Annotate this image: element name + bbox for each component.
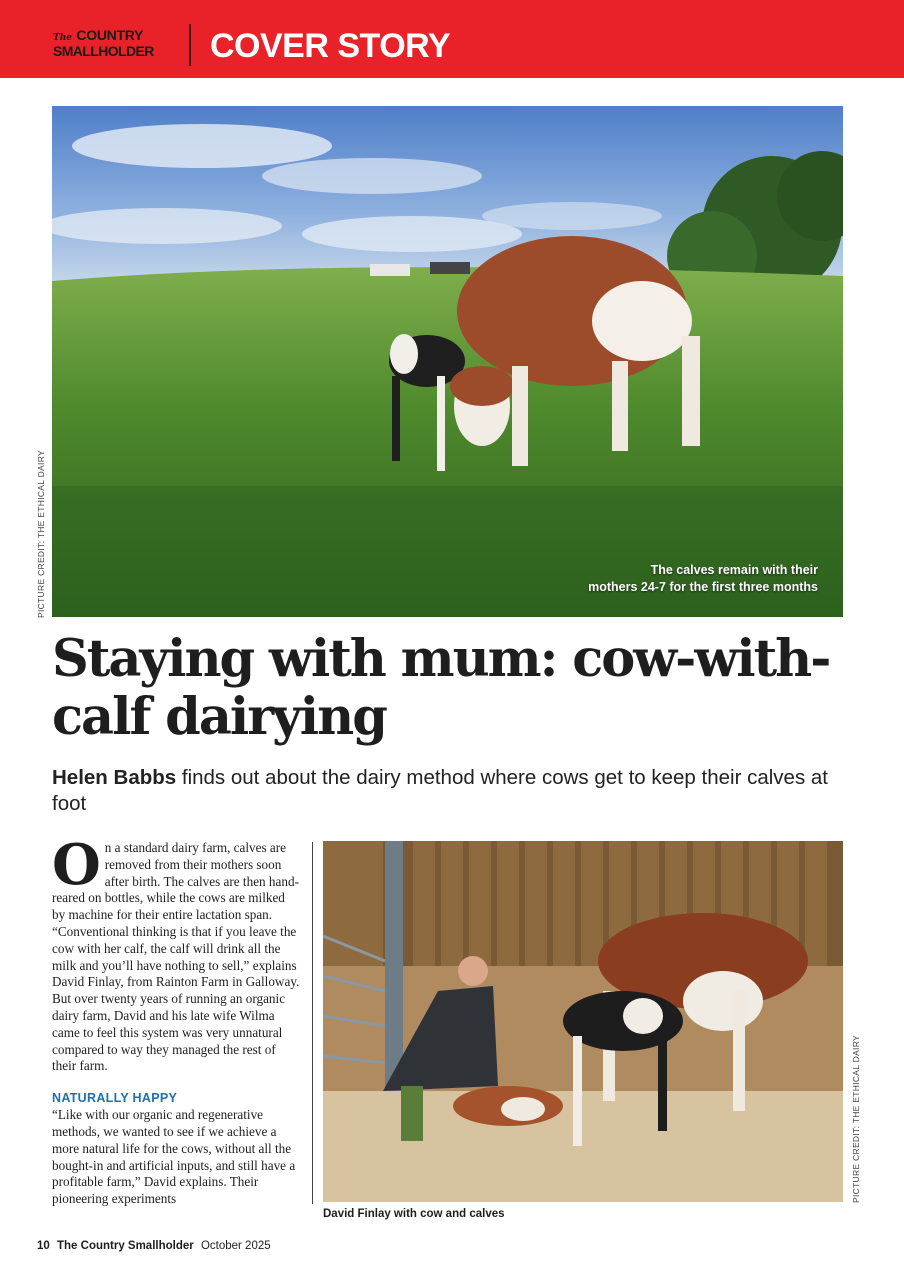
page-footer (37, 1240, 271, 1252)
headline-line-2: calf dairying (52, 687, 386, 747)
article-body-column (52, 832, 300, 1208)
hero-photo (52, 106, 843, 617)
footer-issue-date: October 2025 (200, 1240, 271, 1252)
barn-photo-picture-credit: PICTURE CREDIT: THE ETHICAL DAIRY (851, 1035, 861, 1203)
magazine-logo (53, 29, 178, 63)
footer-magazine-name: The Country Smallholder (57, 1240, 194, 1252)
drop-cap: O (52, 832, 101, 898)
barn-photo-farmer-with-cows (323, 841, 843, 1202)
standfirst-text: finds out about the dairy method where cows get to keep their calves at foot (52, 766, 828, 815)
hero-caption-line-1: The calves remain with their (650, 563, 818, 577)
hero-caption-line-2: mothers 24-7 for the first three months (588, 580, 818, 594)
body-paragraph-1-text: n a standard dairy farm, calves are removed from their mothers soon after birth. The calves are then hand-reared on bottles, while the cows are milked by machine for their entire lactation span. “Conventional thinking is that if you leave the cow with her calf, the calf will drink all the milk and you’ll have nothing to sell,” explains David Finlay, from Rainton Farm in Galloway. But over twenty years of running an organic dairy farm, David and his late wife Wilma came to feel this system was very unnatural compared to way they managed the rest of their farm. (52, 840, 300, 1074)
header-band (0, 0, 904, 78)
header-divider (189, 24, 191, 66)
page-number: 10 (37, 1240, 50, 1252)
logo-the: The (53, 33, 72, 43)
author-name: Helen Babbs (52, 766, 177, 789)
column-rule (312, 842, 313, 1204)
hero-picture-credit: PICTURE CREDIT: THE ETHICAL DAIRY (36, 450, 46, 618)
article-headline (52, 630, 852, 746)
subheading: NATURALLY HAPPY (52, 1091, 178, 1106)
body-paragraph-2: “Like with our organic and regenerative methods, we wanted to see if we achieve a more natural life for the cows, without all the bought-in and artificial inputs, and still have a profitable farm,” David explains. Their pioneering experiments (52, 1107, 296, 1207)
hero-caption (518, 562, 818, 596)
hero-photo-cows-in-field (52, 106, 843, 617)
logo-smallholder: SMALLHOLDER (53, 43, 154, 59)
barn-photo-caption: David Finlay with cow and calves (323, 1208, 505, 1220)
barn-photo (323, 841, 843, 1202)
body-paragraph-1 (52, 832, 300, 1075)
logo-country: COUNTRY (76, 27, 144, 43)
section-title: COVER STORY (210, 27, 451, 65)
standfirst (52, 765, 852, 817)
headline-line-1: Staying with mum: cow-with- (52, 629, 830, 689)
